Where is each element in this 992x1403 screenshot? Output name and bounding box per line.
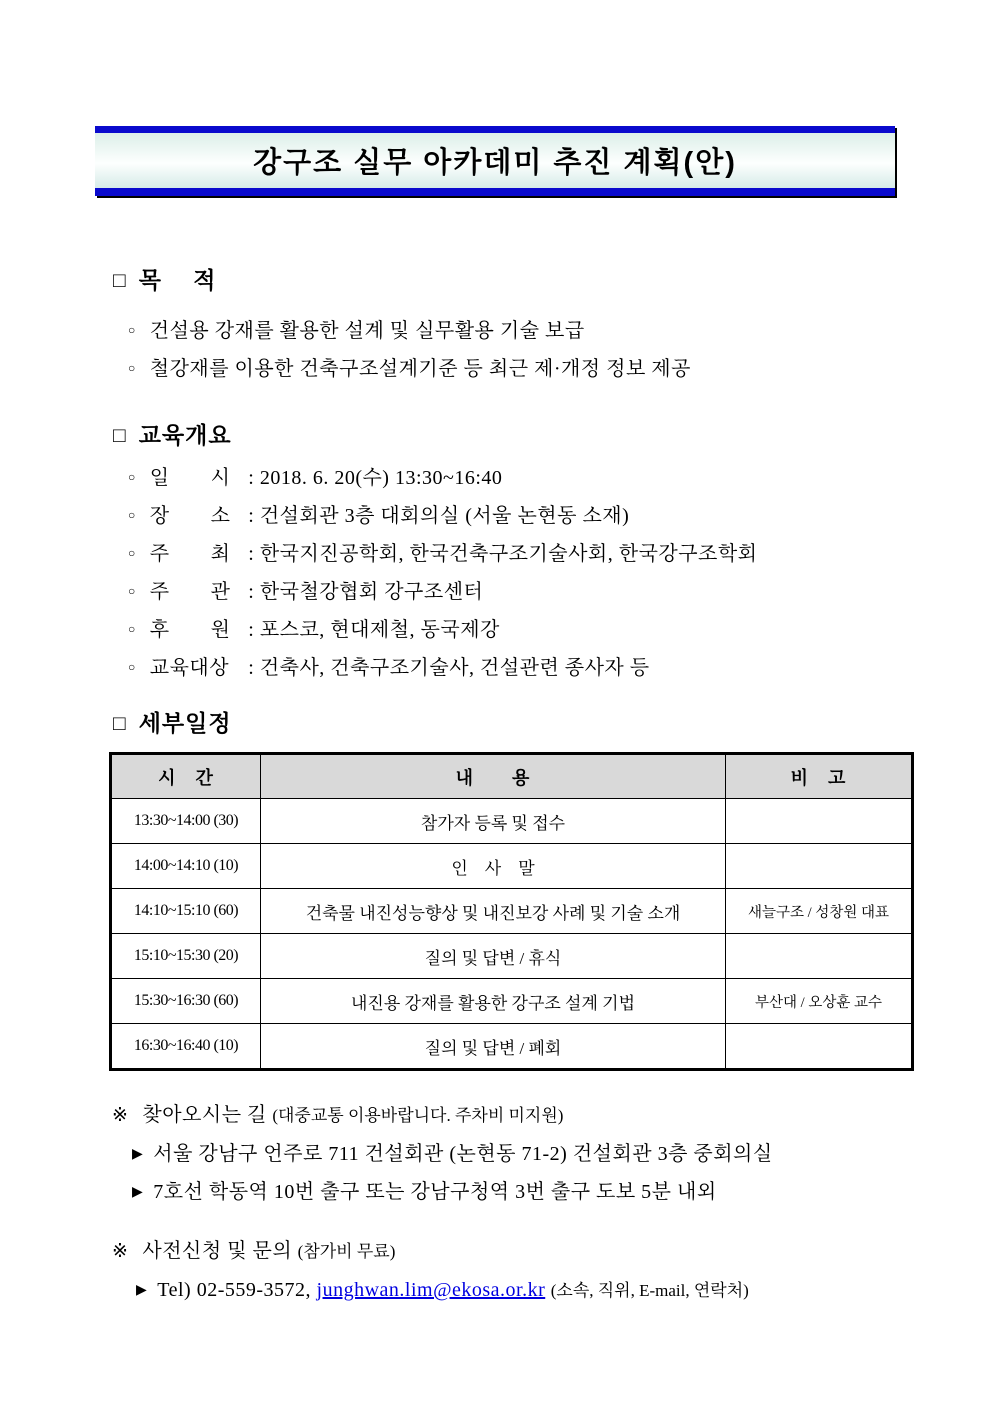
cell-time: 16:30~16:40 (10) — [111, 1024, 261, 1070]
triangle-bullet-icon: ▶ — [132, 1147, 144, 1162]
table-row — [111, 889, 913, 934]
contact-tel: Tel) 02-559-3572, — [157, 1279, 312, 1301]
column-header-content: 내 용 — [261, 754, 726, 799]
cell-time: 15:10~15:30 (20) — [111, 934, 261, 979]
overview-item-value: 2018. 6. 20(수) 13:30~16:40 — [259, 467, 503, 489]
circle-bullet-icon: ○ — [128, 470, 136, 484]
purpose-item — [128, 352, 691, 381]
label-separator: : — [242, 581, 260, 603]
reference-mark-icon: ※ — [112, 1241, 129, 1262]
label-separator: : — [242, 619, 260, 641]
application-heading — [112, 1234, 395, 1263]
cell-time: 14:10~15:10 (60) — [111, 889, 261, 934]
purpose-heading — [113, 262, 217, 295]
cell-content: 인 사 말 — [261, 844, 726, 889]
section-box-icon: □ — [113, 269, 127, 292]
directions-item-address — [132, 1137, 773, 1166]
table-row — [111, 979, 913, 1024]
cell-note — [726, 799, 913, 844]
directions-heading — [112, 1098, 563, 1127]
circle-bullet-icon: ○ — [128, 660, 136, 674]
overview-item-organizer — [128, 575, 483, 604]
section-box-icon: □ — [113, 424, 127, 447]
circle-bullet-icon: ○ — [128, 584, 136, 598]
cell-note — [726, 844, 913, 889]
schedule-heading — [113, 705, 232, 738]
overview-item-venue — [128, 499, 629, 528]
title-banner — [95, 126, 895, 196]
overview-item-audience — [128, 651, 650, 680]
purpose-item-text: 건설용 강재를 활용한 설계 및 실무활용 기술 보급 — [149, 320, 585, 342]
circle-bullet-icon: ○ — [128, 323, 136, 337]
purpose-item-text: 철강재를 이용한 건축구조설계기준 등 최근 제·개정 정보 제공 — [149, 358, 691, 380]
purpose-item — [128, 314, 585, 343]
overview-item-value: 포스코, 현대제철, 동국제강 — [259, 619, 500, 641]
cell-content: 내진용 강재를 활용한 강구조 설계 기법 — [261, 979, 726, 1024]
overview-item-sponsor — [128, 613, 500, 642]
directions-item-text: 7호선 학동역 10번 출구 또는 강남구청역 3번 출구 도보 5분 내외 — [153, 1181, 717, 1203]
overview-item-host — [128, 537, 758, 566]
table-row — [111, 844, 913, 889]
cell-time: 14:00~14:10 (10) — [111, 844, 261, 889]
triangle-bullet-icon: ▶ — [132, 1185, 144, 1200]
directions-item-subway — [132, 1175, 717, 1204]
cell-content: 참가자 등록 및 접수 — [261, 799, 726, 844]
cell-note: 새늘구조 / 성창원 대표 — [726, 889, 913, 934]
section-box-icon: □ — [113, 712, 127, 735]
contact-email-link[interactable]: junghwan.lim@ekosa.or.kr — [316, 1279, 546, 1301]
circle-bullet-icon: ○ — [128, 361, 136, 375]
directions-heading-note: (대중교통 이용바랍니다. 주차비 미지원) — [272, 1106, 564, 1125]
cell-content: 질의 및 답변 / 폐회 — [261, 1024, 726, 1070]
overview-item-value: 한국철강협회 강구조센터 — [259, 581, 484, 603]
overview-item-value: 건설회관 3층 대회의실 (서울 논현동 소재) — [259, 505, 630, 527]
overview-heading — [113, 417, 232, 450]
overview-item-label: 장 소 — [149, 505, 231, 527]
column-header-time: 시 간 — [111, 754, 261, 799]
table-row — [111, 934, 913, 979]
cell-content: 질의 및 답변 / 휴식 — [261, 934, 726, 979]
purpose-heading-label: 목 적 — [138, 267, 217, 293]
cell-note — [726, 1024, 913, 1070]
circle-bullet-icon: ○ — [128, 546, 136, 560]
contact-email-note: (소속, 직위, E-mail, 연락처) — [550, 1281, 749, 1300]
cell-note: 부산대 / 오상훈 교수 — [726, 979, 913, 1024]
cell-note — [726, 934, 913, 979]
application-heading-label: 사전신청 및 문의 — [142, 1240, 293, 1262]
overview-item-value: 건축사, 건축구조기술사, 건설관련 종사자 등 — [259, 657, 650, 679]
document-title: 강구조 실무 아카데미 추진 계획(안) — [253, 147, 737, 179]
schedule-header-row — [111, 754, 913, 799]
cell-time: 13:30~14:00 (30) — [111, 799, 261, 844]
table-row — [111, 1024, 913, 1070]
contact-line — [136, 1276, 749, 1302]
overview-heading-label: 교육개요 — [138, 422, 232, 448]
triangle-bullet-icon: ▶ — [136, 1283, 148, 1298]
label-separator: : — [242, 657, 260, 679]
overview-item-value: 한국지진공학회, 한국건축구조기술사회, 한국강구조학회 — [259, 543, 758, 565]
circle-bullet-icon: ○ — [128, 508, 136, 522]
schedule-heading-label: 세부일정 — [138, 710, 232, 736]
reference-mark-icon: ※ — [112, 1105, 129, 1126]
overview-item-label: 주 관 — [149, 581, 231, 603]
schedule-table — [109, 752, 914, 1071]
overview-item-label: 주 최 — [149, 543, 231, 565]
overview-item-label: 일 시 — [149, 467, 231, 489]
overview-item-datetime — [128, 461, 502, 490]
circle-bullet-icon: ○ — [128, 622, 136, 636]
label-separator: : — [242, 505, 260, 527]
overview-item-label: 교육대상 — [149, 657, 230, 679]
label-separator: : — [242, 543, 260, 565]
table-row — [111, 799, 913, 844]
column-header-note: 비 고 — [726, 754, 913, 799]
label-separator: : — [242, 467, 260, 489]
cell-content: 건축물 내진성능향상 및 내진보강 사례 및 기술 소개 — [261, 889, 726, 934]
directions-item-text: 서울 강남구 언주로 711 건설회관 (논현동 71-2) 건설회관 3층 중회의실 — [153, 1143, 773, 1165]
application-heading-note: (참가비 무료) — [297, 1242, 396, 1261]
overview-item-label: 후 원 — [149, 619, 231, 641]
cell-time: 15:30~16:30 (60) — [111, 979, 261, 1024]
directions-heading-label: 찾아오시는 길 — [142, 1104, 267, 1126]
